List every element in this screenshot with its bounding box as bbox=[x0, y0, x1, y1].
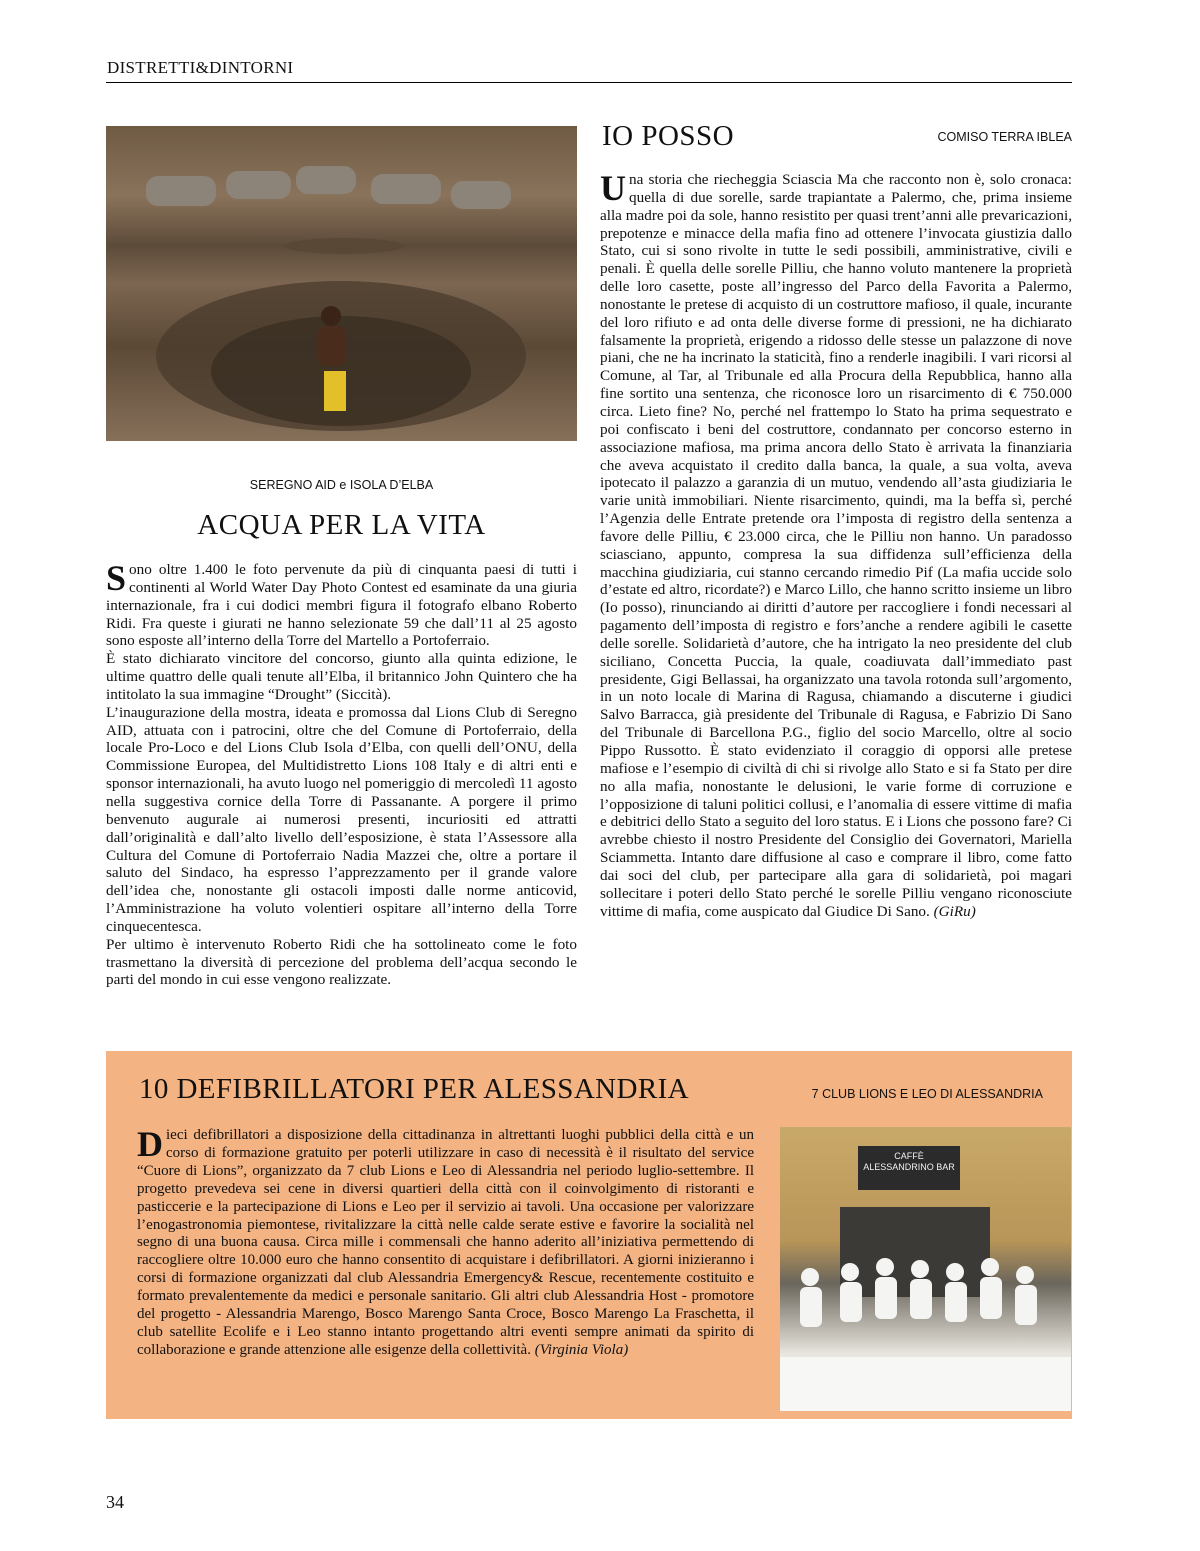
defib-dropcap: D bbox=[137, 1124, 163, 1164]
posso-kicker: COMISO TERRA IBLEA bbox=[937, 130, 1072, 144]
cafe-sign: CAFFÈ ALESSANDRINO BAR bbox=[858, 1146, 960, 1190]
header-rule bbox=[106, 82, 1072, 83]
section-header: DISTRETTI&DINTORNI bbox=[107, 58, 294, 77]
acqua-paragraph-4: Per ultimo è intervenuto Roberto Ridi che ha sottolineato come le foto trasmettano la diversità di percezione del problema dell’acqua secondo le parti del mondo in cui esse vengono realizzate. bbox=[106, 935, 577, 989]
defib-kicker: 7 CLUB LIONS E LEO DI ALESSANDRIA bbox=[811, 1087, 1043, 1101]
photo-donkeys-water-well bbox=[106, 126, 577, 441]
acqua-paragraph-3: L’inaugurazione della mostra, ideata e promossa dal Lions Club di Seregno AID, attuata con i patrocini, oltre che del Comune di Portoferraio, della locale Pro-Loco e del Lions Club Isola d’Elba, con quelli dell’ONU, della Commissione Europea, del Multidistretto Lions 108 Italy e di altri enti e sponsor internazionali, ha avuto luogo nel pomeriggio di mercoledì 11 agosto nella suggestiva cornice della Torre di Passanante. A porgere il primo benvenuto augurale ai numerosi presenti, incuriositi ed attratti dall’originalità e dall’alto livello dell’esposizione, è stata l’Assessore alla Cultura del Comune di Portoferraio Nadia Mazzei che, oltre a portare il saluto del Sindaco, ha espresso l’apprezzamento per il grande valore dell’idea che, nonostante gli ostacoli imposti dalle norme anticovid, l’Amministrazione ha voluto volentieri ospitare all’interno della Torre cinquecentesca. bbox=[106, 703, 577, 935]
acqua-paragraph-1: ono oltre 1.400 le foto pervenute da più di cinquanta paesi di tutti i continenti al World Water Day Photo Contest ed esaminate da una giuria internazionale, fra i cui dodici membri figura il fotografo elbano Roberto Ridi. Fra queste i giurati ne hanno selezionate 59 che dall’11 al 25 agosto sono esposte all’interno della Torre del Martello a Portoferraio. bbox=[106, 561, 577, 650]
posso-dropcap: U bbox=[600, 168, 626, 208]
acqua-title: ACQUA PER LA VITA bbox=[197, 509, 486, 541]
acqua-dropcap: S bbox=[106, 558, 127, 598]
defib-byline: (Virginia Viola) bbox=[534, 1341, 629, 1358]
page-number: 34 bbox=[106, 1492, 124, 1512]
defib-text: ieci defibrillatori a disposizione della cittadinanza in altrettanti luoghi pubblici della città e un corso di formazione gratuito per poterli utilizzare in caso di necessità è il risultato del service “Cuore di Lions”, organizzato da 7 club Lions e Leo di Alessandria nel periodo luglio-settembre. Il progetto prevedeva sei cene in diversi quartieri della città con il coinvolgimento di ristoranti e pasticcerie e la partecipazione di Lions e Leo per il servizio ai tavoli. Una occasione per valorizzare l’enogastronomia piemontese, rivitalizzare la città nelle calde serate estive e favorire la socialità nel segno di una buona causa. Circa mille i commensali che hanno aderito all’iniziativa permettendo di raccogliere oltre 10.000 euro che hanno consentito di acquistare i defibrillatori. A giorni inizieranno i corsi di formazione organizzati dal club Alessandria Emergency& Rescue, recentemente costituito e formato prevalentemente da medici e personale sanitario. Gli altri club Alessandria Host - promotore del progetto - Alessandria Marengo, Bosco Marengo Santa Croce, Bosco Marengo La Fraschetta, il club satellite Ecolife e i Leo stanno intanto progettando altri eventi sempre animati da spirito di collaborazione e grande attenzione alle esigenze della collettività. bbox=[137, 1127, 754, 1358]
defib-body bbox=[137, 1124, 754, 1360]
posso-byline: (GiRu) bbox=[933, 902, 976, 920]
defib-title: 10 DEFIBRILLATORI PER ALESSANDRIA bbox=[139, 1073, 690, 1105]
posso-text: na storia che riecheggia Sciascia Ma che racconto non è, solo cronaca: quella di due sorelle, sarde trapiantate a Palermo, che, prima insieme alla madre poi da sole, hanno resistito per quasi trent’anni alle prevaricazioni, prepotenze e minacce della mafia fino ad ottenere l’invocata giustizia dallo Stato, cui si sono rivolte in tutte le sedi possibili, amministrative, civili e penali. È quella delle sorelle Pilliu, che hanno voluto mantenere la proprietà delle loro casette, poste all’ingresso del Parco della Favorita a Palermo, nonostante le pretese di acquisto di un costruttore mafioso, il quale, incurante del loro rifiuto e ad onta delle diverse forme di pressioni, ne ha dichiarato falsamente la proprietà, erigendo a ridosso delle stesse un palazzone di nove piani, che ne ha incrinato la staticità, fino a renderle inagibili. I vari ricorsi al Comune, al Tar, al Tribunale ed alla Procura della Repubblica, hanno alla fine sortito una sentenza, che riconosce loro un risarcimento di € 750.000 circa. Lieto fine? No, perché nel frattempo lo Stato ha prima sequestrato e poi confiscato i beni del costruttore, condannato per concorso esterno in associazione mafiosa, ma prima ancora dello Stato è arrivata la finanziaria che aveva acquistato il credito dalla banca, la quale, a sua volta, aveva ipotecato il palazzo a garanzia di un mutuo, vendendo all’asta giudiziaria le varie unità immobiliari. Niente risarcimento, quindi, ma la beffa sì, perché l’Agenzia delle Entrate pretende ora l’imposta di registro della sentenza a favore delle Pilliu, € 23.000 circa, che le Pilliu non hanno. Un paradosso sciasciano, appunto, compresa la sua diffidenza sull’efficienza della macchina giudiziaria, cui stanno cercando rimedio Pif (La mafia uccide solo d’estate ed altro, ricordate?) e Marco Lillo, che hanno scritto insieme un libro (Io posso), rinunciando ai diritti d’autore per raccogliere i fondi necessari al pagamento dell’imposta di registro e fors’anche a rendere agibili le casette delle sorelle. Solidarietà d’autore, che ha intrigato la neo presidente del club siciliano, Concetta Puccia, la quale, coadiuvata dall’immediato past presidente, Gigi Bellassai, ha organizzato una tavola rotonda sull’argomento, in un noto locale di Marina di Ragusa, chiamando a discuterne i giudici Salvo Barracca, già presidente del Tribunale di Ragusa, e Fabrizio Di Sano del Tribunale di Barcellona P.G., figlio del socio Marcello, oltre al socio Pippo Russotto. È stato evidenziato il coraggio di opporsi alle pretese mafiose e l’esempio di civiltà di chi si rivolge allo Stato e si fa Stato per dire no alla mafia, nonostante le delusioni, le varie forme di corruzione e l’opposizione di taluni politici collusi, e l’anomalia di essere vittime di mafia e debitrici dello Stato a seguito del loro status. E i Lions che possono fare? Ci avrebbe chiesto il nostro Presidente del Consiglio dei Governatori, Mariella Sciammetta. Intanto dare diffusione al caso e comprare il libro, come fatto dai soci del club, per partecipare alla gara di solidarietà, poi magari sollecitare i poteri dello Stato perché le sorelle Pilliu vengano riconosciute vittime di mafia, come auspicato dal Giudice Di Sano. bbox=[600, 171, 1072, 920]
posso-title: IO POSSO bbox=[602, 120, 735, 152]
acqua-kicker: SEREGNO AID e ISOLA D’ELBA bbox=[249, 478, 434, 492]
acqua-paragraph-2: È stato dichiarato vincitore del concorso, giunto alla quinta edizione, le ultime quattro delle quali tenute all’Elba, il britannico John Quintero che ha intitolato la sua immagine “Drought” (Siccità). bbox=[106, 650, 577, 703]
posso-body bbox=[600, 168, 1072, 920]
acqua-body bbox=[106, 558, 577, 989]
photo-donkeys-icon bbox=[106, 126, 577, 441]
